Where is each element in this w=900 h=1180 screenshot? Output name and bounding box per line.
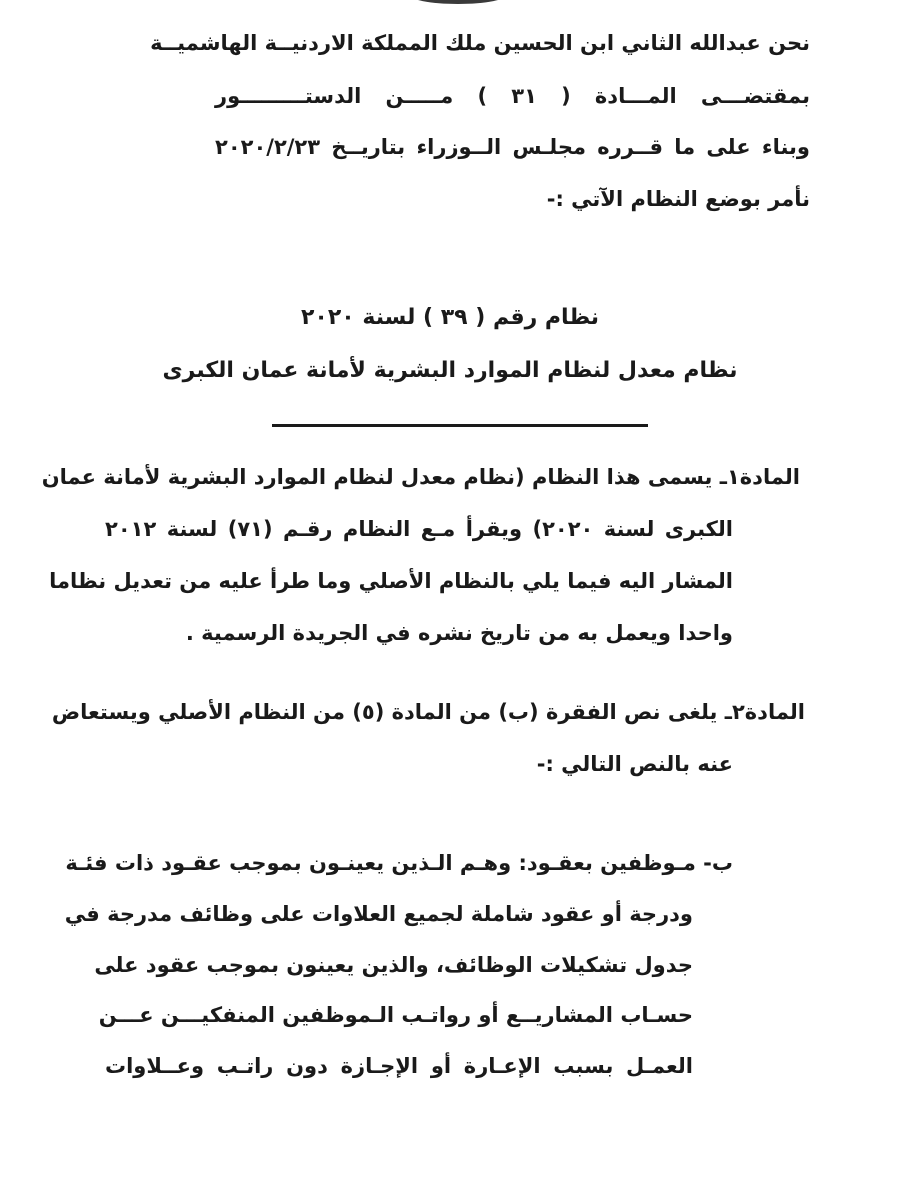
preamble-line-2: بمقتضـــى المـــادة ( ٣١ ) مـــــن الدستـــــــــور [215, 84, 810, 108]
regulation-title: نظام معدل لنظام الموارد البشرية لأمانة عمان الكبرى [162, 358, 738, 383]
royal-seal-fragment [408, 0, 508, 4]
article-2-line-1: المادة٢ـ يلغى نص الفقرة (ب) من المادة (٥) من النظام الأصلي ويستعاض [51, 700, 805, 724]
preamble-line-4: نأمر بوضع النظام الآتي :- [546, 187, 810, 211]
preamble-line-1: نحن عبدالله الثاني ابن الحسين ملك المملكة الاردنيــة الهاشميــة [150, 31, 810, 55]
article-1-line-3: المشار اليه فيما يلي بالنظام الأصلي وما طرأ عليه من تعديل نظاما [49, 569, 733, 593]
title-divider [272, 424, 648, 427]
paragraph-b-line-5: العمـل بسبب الإعـارة أو الإجـازة دون راتـب وعــلاوات [105, 1054, 693, 1078]
preamble-line-3: وبناء على ما قــرره مجلـس الــوزراء بتاريــخ ٢٠٢٠/٢/٢٣ [215, 135, 810, 159]
regulation-number: نظام رقم ( ٣٩ ) لسنة ٢٠٢٠ [300, 305, 600, 330]
article-1-line-1: المادة١ـ يسمى هذا النظام (نظام معدل لنظام الموارد البشرية لأمانة عمان [41, 465, 800, 489]
paragraph-b-line-1: ب- مـوظفين بعقـود: وهـم الـذين يعينـون بموجب عقـود ذات فئـة [65, 851, 733, 875]
article-2-line-2: عنه بالنص التالي :- [536, 752, 733, 776]
article-1-line-4: واحدا ويعمل به من تاريخ نشره في الجريدة الرسمية . [185, 621, 733, 645]
paragraph-b-line-4: حسـاب المشاريــع أو رواتـب الـموظفين المنفكيـــن عـــن [98, 1003, 693, 1027]
paragraph-b-line-3: جدول تشكيلات الوظائف، والذين يعينون بموجب عقود على [94, 953, 693, 977]
paragraph-b-line-2: ودرجة أو عقود شاملة لجميع العلاوات على وظائف مدرجة في [64, 902, 693, 926]
article-1-line-2: الكبرى لسنة ٢٠٢٠) ويقرأ مـع النظام رقـم (٧١) لسنة ٢٠١٢ [105, 517, 733, 541]
